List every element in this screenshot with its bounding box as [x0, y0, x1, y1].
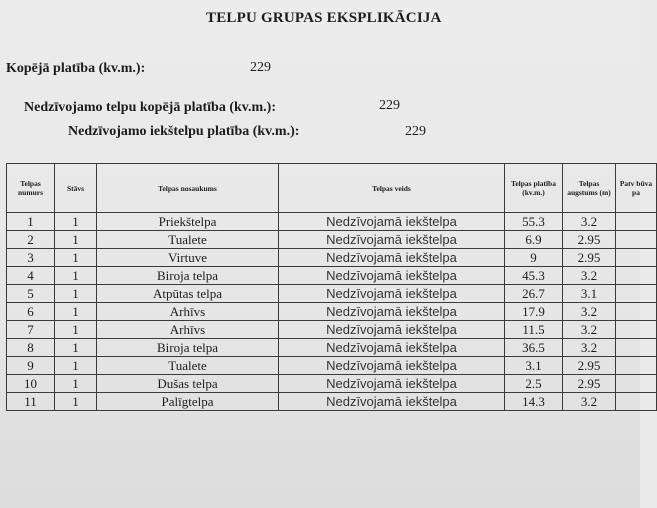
cell-floor: 1	[55, 213, 97, 231]
cell-room-number: 8	[7, 339, 55, 357]
cell-room-height: 3.2	[563, 267, 616, 285]
cell-room-area: 45.3	[505, 267, 563, 285]
header-room-number: Telpas numurs	[7, 164, 55, 213]
cell-extra	[616, 303, 657, 321]
cell-room-name: Priekštelpa	[97, 213, 279, 231]
cell-room-area: 55.3	[505, 213, 563, 231]
table-row	[7, 285, 657, 303]
cell-room-type: Nedzīvojamā iekštelpa	[279, 375, 505, 393]
nonresidential-area-value: 229	[379, 98, 400, 113]
explication-table	[6, 163, 657, 411]
cell-room-area: 36.5	[505, 339, 563, 357]
cell-floor: 1	[55, 285, 97, 303]
cell-extra	[616, 231, 657, 249]
cell-room-type: Nedzīvojamā iekštelpa	[279, 267, 505, 285]
cell-room-name: Virtuve	[97, 249, 279, 267]
total-area-label: Kopējā platība (kv.m.):	[6, 61, 146, 76]
table-row	[7, 321, 657, 339]
cell-room-height: 2.95	[563, 249, 616, 267]
cell-room-height: 3.2	[563, 213, 616, 231]
cell-room-type: Nedzīvojamā iekštelpa	[279, 357, 505, 375]
cell-room-number: 9	[7, 357, 55, 375]
cell-room-number: 7	[7, 321, 55, 339]
cell-room-height: 3.2	[563, 339, 616, 357]
cell-extra	[616, 285, 657, 303]
cell-room-height: 2.95	[563, 231, 616, 249]
cell-floor: 1	[55, 393, 97, 411]
cell-floor: 1	[55, 357, 97, 375]
table-row	[7, 393, 657, 411]
cell-extra	[616, 321, 657, 339]
header-floor: Stāvs	[55, 164, 97, 213]
cell-room-area: 9	[505, 249, 563, 267]
cell-room-number: 2	[7, 231, 55, 249]
header-extra: Patv būva pa	[616, 164, 657, 213]
cell-floor: 1	[55, 321, 97, 339]
cell-room-type: Nedzīvojamā iekštelpa	[279, 393, 505, 411]
cell-extra	[616, 213, 657, 231]
cell-room-area: 11.5	[505, 321, 563, 339]
cell-room-type: Nedzīvojamā iekštelpa	[279, 231, 505, 249]
nonresidential-area-label: Nedzīvojamo telpu kopējā platība (kv.m.):	[24, 100, 276, 115]
cell-room-name: Palīgtelpa	[97, 393, 279, 411]
cell-room-area: 17.9	[505, 303, 563, 321]
table-row	[7, 375, 657, 393]
cell-room-area: 3.1	[505, 357, 563, 375]
cell-extra	[616, 375, 657, 393]
cell-room-name: Tualete	[97, 357, 279, 375]
cell-room-name: Atpūtas telpa	[97, 285, 279, 303]
cell-room-type: Nedzīvojamā iekštelpa	[279, 321, 505, 339]
cell-room-height: 2.95	[563, 357, 616, 375]
header-room-name: Telpas nosaukums	[97, 164, 279, 213]
cell-room-name: Biroja telpa	[97, 267, 279, 285]
cell-floor: 1	[55, 267, 97, 285]
cell-room-height: 2.95	[563, 375, 616, 393]
table-row	[7, 357, 657, 375]
table-row	[7, 249, 657, 267]
cell-room-number: 4	[7, 267, 55, 285]
cell-floor: 1	[55, 231, 97, 249]
document-title: TELPU GRUPAS EKSPLIKĀCIJA	[206, 10, 442, 26]
cell-room-name: Tualete	[97, 231, 279, 249]
cell-room-type: Nedzīvojamā iekštelpa	[279, 249, 505, 267]
header-room-type: Telpas veids	[279, 164, 505, 213]
cell-room-number: 1	[7, 213, 55, 231]
cell-room-type: Nedzīvojamā iekštelpa	[279, 285, 505, 303]
cell-room-area: 26.7	[505, 285, 563, 303]
table-row	[7, 231, 657, 249]
cell-room-type: Nedzīvojamā iekštelpa	[279, 339, 505, 357]
cell-extra	[616, 393, 657, 411]
cell-extra	[616, 267, 657, 285]
cell-room-name: Biroja telpa	[97, 339, 279, 357]
cell-room-type: Nedzīvojamā iekštelpa	[279, 213, 505, 231]
cell-extra	[616, 339, 657, 357]
table-row	[7, 267, 657, 285]
table-header-row	[7, 164, 657, 213]
cell-room-height: 3.1	[563, 285, 616, 303]
cell-room-name: Dušas telpa	[97, 375, 279, 393]
cell-room-name: Arhīvs	[97, 303, 279, 321]
cell-room-height: 3.2	[563, 303, 616, 321]
cell-room-height: 3.2	[563, 321, 616, 339]
table-row	[7, 339, 657, 357]
nonresidential-indoor-area-value: 229	[405, 124, 426, 139]
cell-floor: 1	[55, 339, 97, 357]
table-row	[7, 213, 657, 231]
cell-room-area: 14.3	[505, 393, 563, 411]
cell-room-number: 5	[7, 285, 55, 303]
cell-room-name: Arhīvs	[97, 321, 279, 339]
cell-floor: 1	[55, 249, 97, 267]
total-area-value: 229	[250, 60, 271, 75]
nonresidential-indoor-area-label: Nedzīvojamo iekštelpu platība (kv.m.):	[68, 124, 300, 139]
table-row	[7, 303, 657, 321]
cell-extra	[616, 357, 657, 375]
cell-extra	[616, 249, 657, 267]
cell-room-type: Nedzīvojamā iekštelpa	[279, 303, 505, 321]
cell-floor: 1	[55, 375, 97, 393]
cell-room-number: 3	[7, 249, 55, 267]
cell-room-area: 2.5	[505, 375, 563, 393]
cell-room-number: 6	[7, 303, 55, 321]
cell-room-number: 11	[7, 393, 55, 411]
header-room-area: Telpas platība (kv.m.)	[505, 164, 563, 213]
header-room-height: Telpas augstums (m)	[563, 164, 616, 213]
cell-room-number: 10	[7, 375, 55, 393]
cell-floor: 1	[55, 303, 97, 321]
cell-room-height: 3.2	[563, 393, 616, 411]
cell-room-area: 6.9	[505, 231, 563, 249]
